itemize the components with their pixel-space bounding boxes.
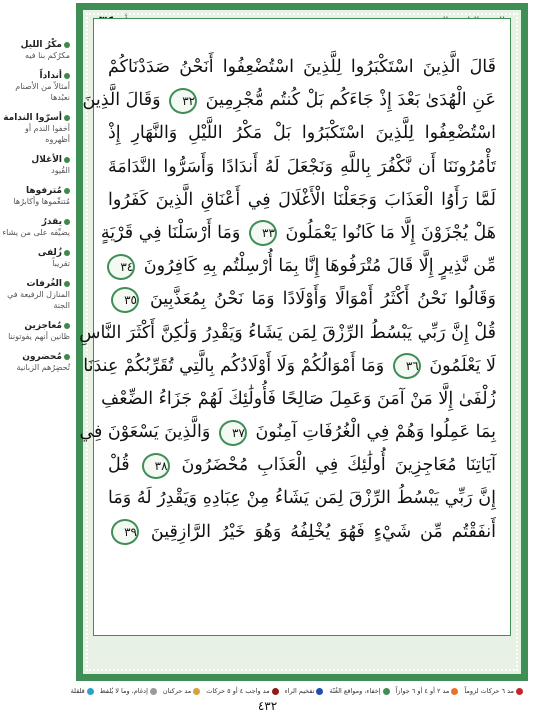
legend-label: إدغام، وما لا يُلفظ (99, 687, 148, 695)
verse-text: آيَاتِنَا مُعَاجِزِينَ أُولَٰئِكَ فِي الْعَذَابِ مُحْضَرُونَ (181, 455, 496, 476)
note-word-text: مُحضرون (22, 352, 62, 362)
note-bullet-icon (64, 250, 70, 256)
verse-text: لَمَّا رَأَوُا الْعَذَابَ وَجَعَلْنَا الْأَغْلَالَ فِي أَعْنَاقِ الَّذِينَ كَفَرُوا (108, 189, 496, 210)
sidebar-note (2, 217, 70, 238)
legend-color-dot-icon (272, 688, 279, 695)
verse-text: قَالَ الَّذِينَ اسْتَكْبَرُوا لِلَّذِينَ اسْتُضْعِفُوا أَنَحْنُ صَدَدْنَاكُمْ (108, 57, 496, 77)
text-line (100, 217, 496, 250)
note-bullet-icon (64, 42, 70, 48)
note-definition: المنازل الرفيعة في الجنة (7, 290, 70, 310)
note-word-text: مُعاجزين (24, 321, 62, 331)
note-definition: يضيِّقه على من يشاء (2, 228, 70, 237)
verse-text: هَلْ يُجْزَوْنَ إِلَّا مَا كَانُوا يَعْمَلُونَ (285, 222, 496, 243)
legend-item (100, 687, 157, 695)
verse-text: وَمَا أَمْوَالُكُمْ وَلَا أَوْلَادُكُم بِالَّتِي تُقَرِّبُكُمْ عِندَنَا (83, 355, 385, 376)
note-bullet-icon (64, 281, 70, 287)
ayah-number-marker: ٣٧ (219, 420, 247, 446)
note-bullet-icon (64, 354, 70, 360)
legend-color-dot-icon (150, 688, 157, 695)
note-definition: مكرُكم بنا فيه (25, 51, 70, 60)
note-bullet-icon (64, 219, 70, 225)
legend-item (206, 687, 278, 695)
text-line (108, 151, 496, 184)
note-word (2, 40, 70, 50)
text-line (79, 317, 496, 350)
sidebar-note (2, 71, 70, 103)
note-word (2, 155, 70, 165)
sidebar-notes (2, 40, 70, 660)
note-bullet-icon (64, 157, 70, 163)
legend-color-dot-icon (516, 688, 523, 695)
legend-item (285, 687, 324, 695)
note-bullet-icon (64, 115, 70, 121)
legend-color-dot-icon (87, 688, 94, 695)
page-number: ٤٣٢ (257, 699, 278, 713)
ayah-number-marker: ٣٥ (111, 287, 139, 313)
note-word (2, 352, 70, 362)
note-word (2, 71, 70, 81)
text-line (83, 350, 496, 383)
legend-label: قلقلة (70, 687, 85, 695)
sidebar-note (2, 321, 70, 342)
note-definition: مُتنعِّموها وأكابرُها (13, 197, 70, 206)
text-line (101, 383, 496, 416)
note-word (2, 217, 70, 227)
note-word (2, 248, 70, 258)
text-line (108, 283, 496, 316)
note-word-text: مكْرُ الليل (20, 40, 62, 50)
verse-text: وَقَالُوا نَحْنُ أَكْثَرُ أَمْوَالًا وَأَوْلَادًا وَمَا نَحْنُ بِمُعَذَّبِينَ (149, 289, 496, 310)
text-line (108, 516, 496, 549)
note-definition: تُحضِرُهم الزبانية (16, 363, 70, 372)
note-word-text: مُترفوها (26, 186, 62, 196)
sidebar-note (2, 279, 70, 311)
verse-text: لَا يَعْلَمُونَ (429, 355, 496, 376)
quran-text (79, 51, 496, 627)
text-line (108, 117, 496, 150)
note-word (2, 186, 70, 196)
ayah-number-marker: ٣٩ (111, 519, 139, 545)
verse-text: عَنِ الْهُدَىٰ بَعْدَ إِذْ جَاءَكُم بَلْ كُنتُم مُّجْرِمِينَ (205, 90, 496, 111)
text-line (108, 51, 496, 84)
sidebar-note (2, 113, 70, 145)
verse-text: تَأْمُرُونَنَا أَن نَّكْفُرَ بِاللَّهِ وَنَجْعَلَ لَهُ أَندَادًا وَأَسَرُّوا النَّدَامَةَ (108, 156, 496, 177)
note-bullet-icon (64, 188, 70, 194)
sidebar-note (2, 155, 70, 176)
verse-text: اسْتُضْعِفُوا لِلَّذِينَ اسْتَكْبَرُوا بَلْ مَكْرُ اللَّيْلِ وَالنَّهَارِ إِذْ (108, 123, 496, 144)
verse-text: بِمَا عَمِلُوا وَهُمْ فِي الْغُرُفَاتِ آمِنُونَ (255, 422, 496, 443)
note-word-text: الغُرفات (26, 279, 62, 289)
ayah-number-marker: ٣٣ (249, 220, 277, 246)
verse-text: وَقَالَ الَّذِينَ (82, 90, 161, 111)
sidebar-note (2, 248, 70, 269)
ayah-number-marker: ٣٢ (169, 88, 197, 114)
legend-label: مد ٢ أو ٤ أو ٦ جوازاً (395, 687, 450, 695)
verse-text: قُلْ (108, 455, 130, 476)
verse-text: وَالَّذِينَ يَسْعَوْنَ فِي (79, 422, 211, 443)
ayah-number-marker: ٣٨ (142, 453, 170, 479)
verse-text: قُلْ إِنَّ رَبِّي يَبْسُطُ الرِّزْقَ لِمَن يَشَاءُ وَيَقْدِرُ وَلَٰكِنَّ أَكْثَرَ النَّاسِ (79, 322, 496, 343)
legend-label: مد واجب ٤ أو ٥ حركات (206, 687, 270, 695)
note-word-text: أسرّوا الندامة (3, 113, 62, 123)
text-line (108, 250, 496, 283)
verse-text: أَنفَقْتُم مِّن شَيْءٍ فَهُوَ يُخْلِفُهُ وَهُوَ خَيْرُ الرَّازِقِينَ (150, 521, 496, 542)
note-definition: أخفوا الندم أو أظهروه (25, 124, 70, 144)
verse-text: إِنَّ رَبِّي يَبْسُطُ الرِّزْقَ لِمَن يَشَاءُ مِنْ عِبَادِهِ وَيَقْدِرُ لَهُ وَمَا (108, 488, 496, 509)
legend-item (396, 687, 459, 695)
text-line (108, 184, 496, 217)
text-line (108, 482, 496, 515)
legend-item (163, 687, 200, 695)
text-line (79, 416, 496, 449)
note-bullet-icon (64, 73, 70, 79)
note-word (2, 113, 70, 123)
note-word (2, 321, 70, 331)
legend-color-dot-icon (383, 688, 390, 695)
legend-label: إخفاء، ومواقع الغُنّة (329, 687, 381, 695)
sidebar-note (2, 40, 70, 61)
verse-text: مِّن نَّذِيرٍ إِلَّا قَالَ مُتْرَفُوهَا إِنَّا بِمَا أُرْسِلْتُم بِهِ كَافِرُونَ (143, 256, 496, 277)
note-definition: القُيود (51, 166, 70, 175)
note-definition: أمثالاً من الأصنام نعبُدها (15, 82, 70, 102)
legend-color-dot-icon (451, 688, 458, 695)
sidebar-note (2, 352, 70, 373)
text-line (82, 84, 496, 117)
text-area (79, 18, 511, 636)
sidebar-note (2, 186, 70, 207)
note-word-text: يقدرُ (41, 217, 62, 227)
legend-color-dot-icon (316, 688, 323, 695)
legend-color-dot-icon (193, 688, 200, 695)
note-definition: تقريباً (52, 259, 70, 268)
text-line (108, 449, 496, 482)
verse-text: وَمَا أَرْسَلْنَا فِي قَرْيَةٍ (100, 222, 241, 243)
legend-label: مد حركتان (162, 687, 192, 695)
tajweed-legend (70, 683, 523, 699)
verse-text: زُلْفَىٰ إِلَّا مَنْ آمَنَ وَعَمِلَ صَالِحًا فَأُولَٰئِكَ لَهُمْ جَزَاءُ الضِّعْفِ (101, 388, 496, 409)
note-word-text: الأغلال (31, 155, 62, 165)
legend-item (329, 687, 389, 695)
note-bullet-icon (64, 323, 70, 329)
legend-label: مد ٦ حركات لزوماً (464, 687, 514, 695)
legend-item (71, 687, 94, 695)
legend-label: تفخيم الراء (284, 687, 315, 695)
note-definition: ظانين أنهم يفوتوننا (8, 332, 70, 341)
ayah-number-marker: ٣٤ (107, 254, 135, 280)
page-frame (76, 3, 528, 681)
note-word (2, 279, 70, 289)
ayah-number-marker: ٣٦ (393, 353, 421, 379)
note-word-text: زُلفى (37, 248, 62, 258)
note-word-text: أنداداً (39, 71, 62, 81)
legend-item (464, 687, 523, 695)
